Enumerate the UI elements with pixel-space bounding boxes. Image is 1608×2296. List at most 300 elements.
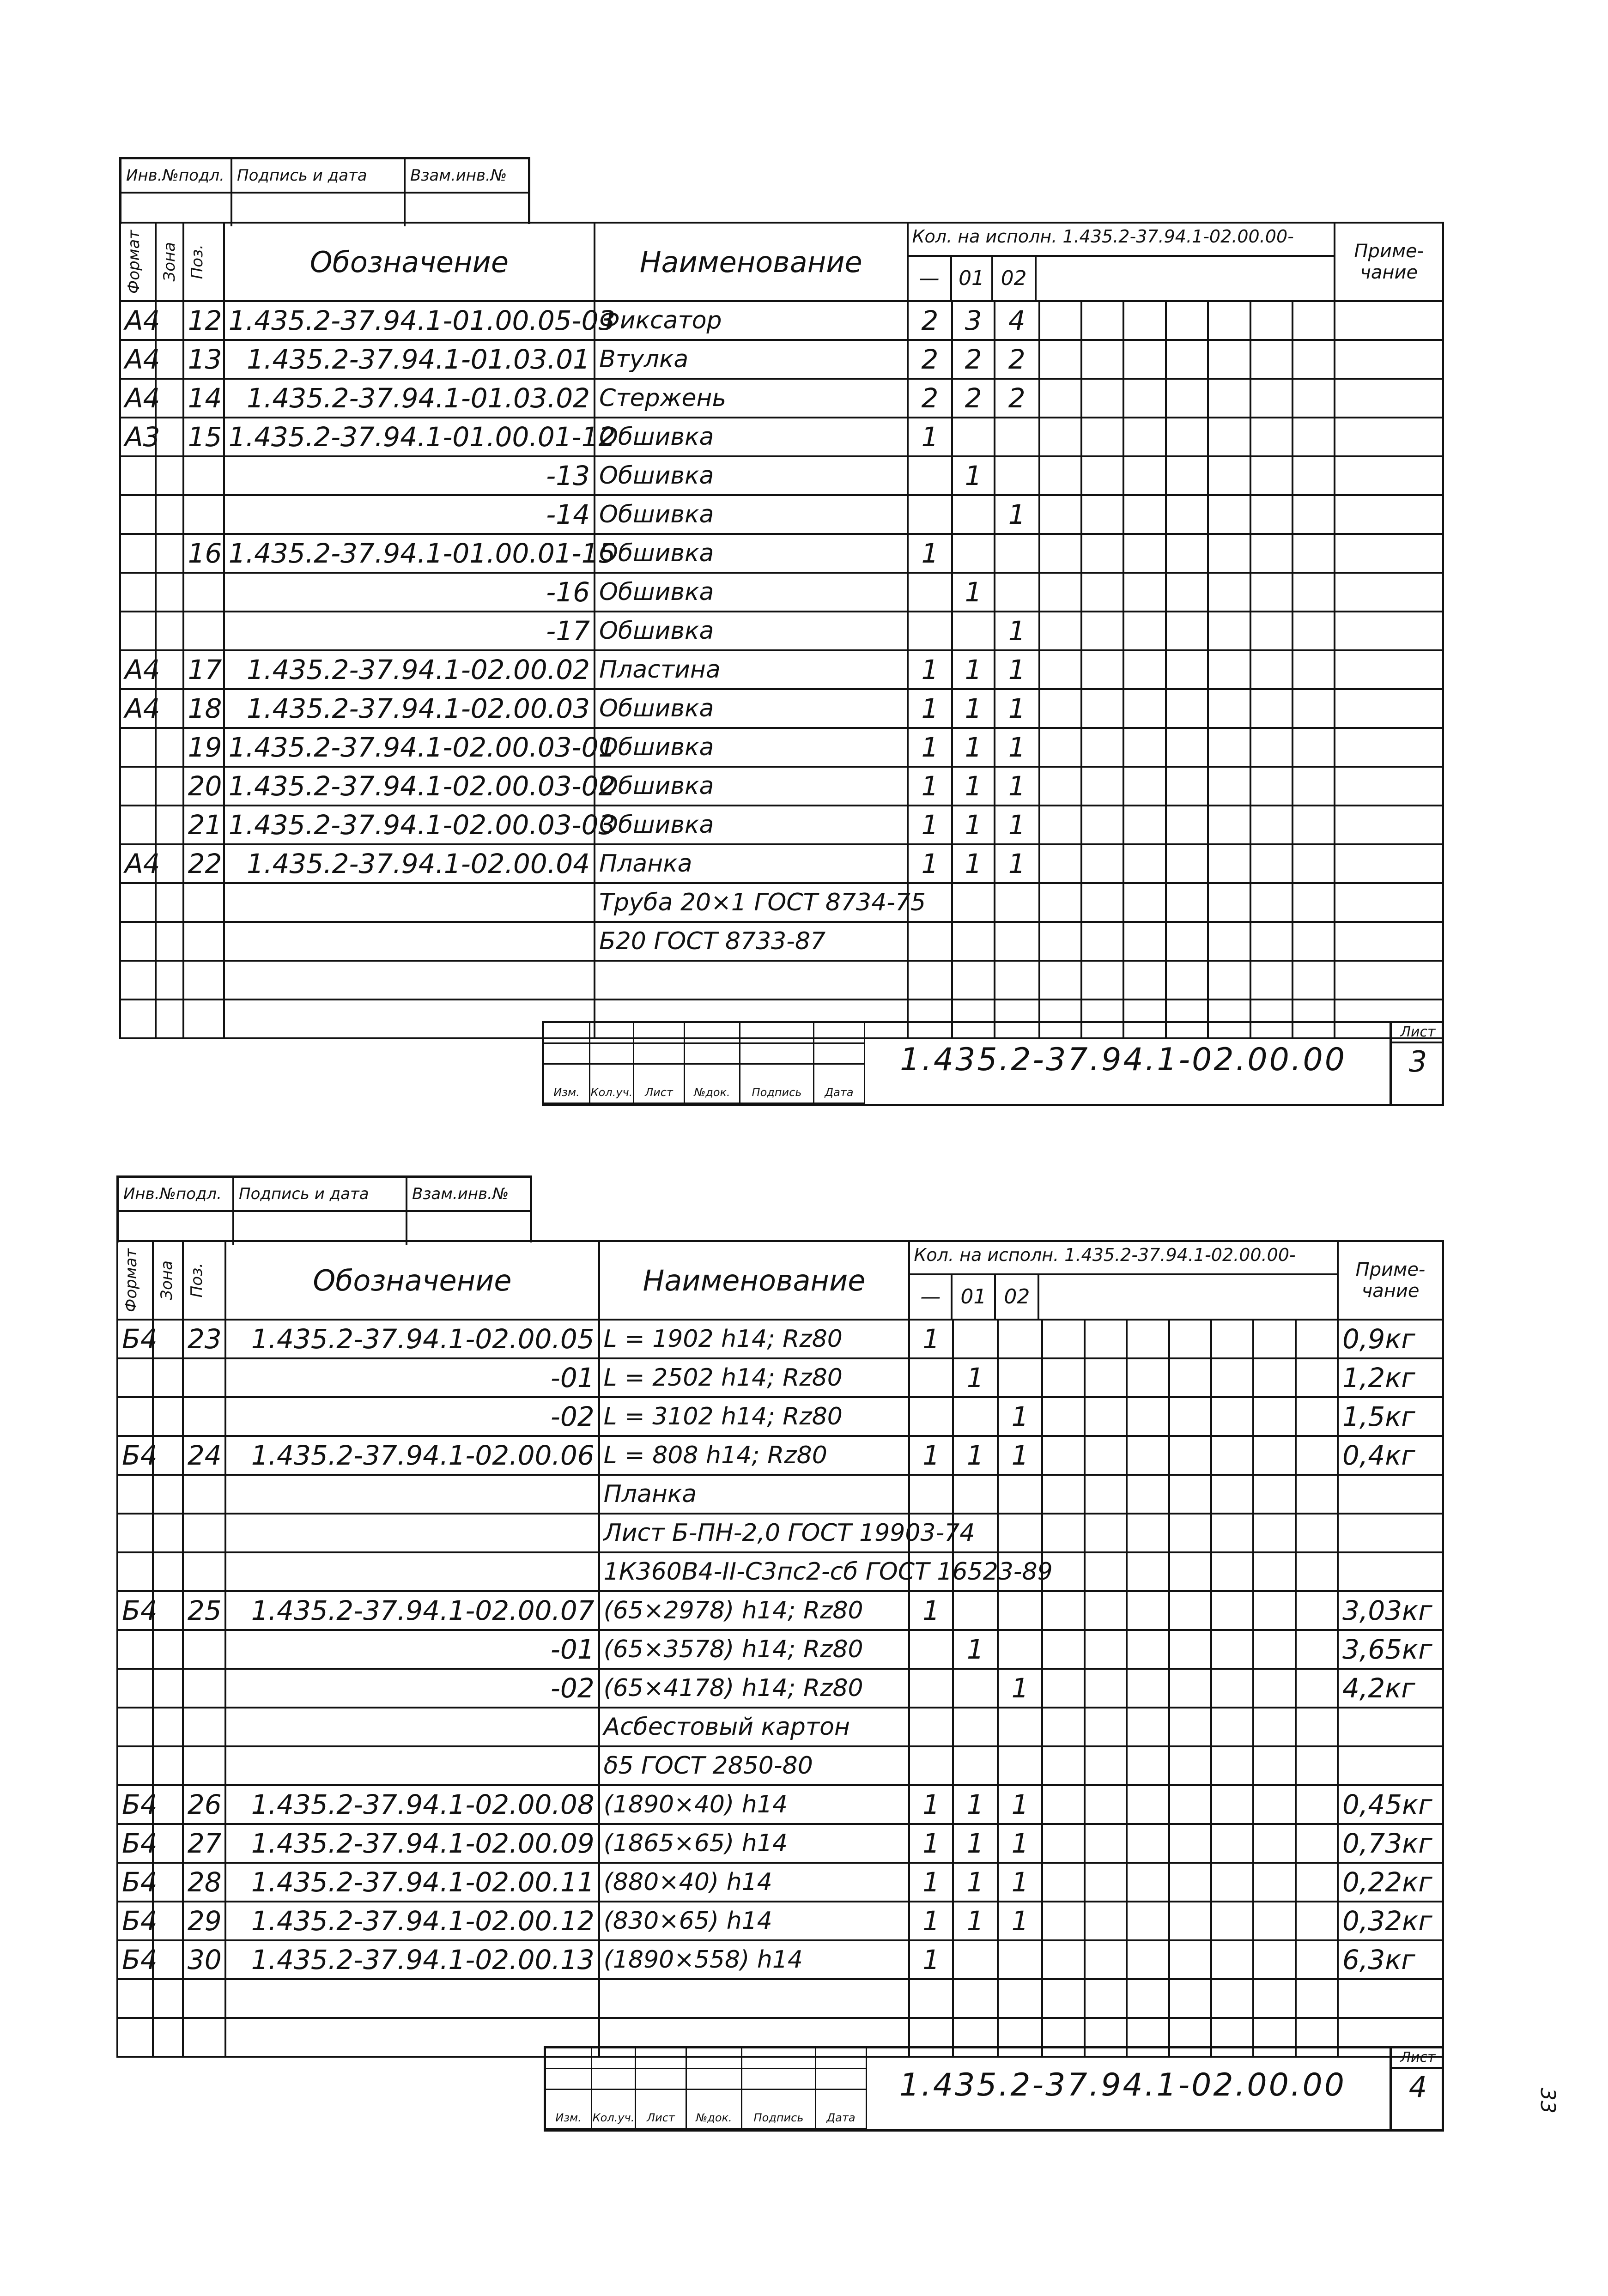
note-cell: 0,4кг [1338,1436,1443,1475]
qty-02-cell [998,1746,1043,1785]
qty-extra-cell [1292,534,1335,573]
col-note-header: Приме-чание [1338,1241,1443,1320]
qty-base-cell: 1 [909,1591,953,1630]
qty-extra-cell [1292,612,1335,650]
qty-extra-cell [1253,1552,1295,1591]
qty-extra-cell [1253,1669,1295,1708]
qty-extra-cell [1039,340,1081,379]
qty-02-cell [998,1630,1043,1669]
note-cell [1335,418,1443,456]
qty-02-cell: 1 [995,612,1039,650]
qty-extra-cell [1127,1669,1169,1708]
qty-base-cell [909,1708,953,1746]
qty-extra-cell [1085,1669,1127,1708]
table-row [120,612,1443,650]
designation-cell: -16 [224,573,595,612]
revision-cell [546,2069,592,2090]
qty-base-cell [909,1746,953,1785]
designation-cell: -02 [225,1397,599,1436]
qty-extra-cell [1081,806,1123,844]
zone-cell [153,1708,182,1746]
name-cell: Обшивка [595,767,908,806]
designation-cell: 1.435.2-37.94.1-02.00.03-02 [224,767,595,806]
qty-extra-cell [1292,767,1335,806]
qty-extra-cell [1208,495,1250,534]
revision-label: Подпись [740,1065,814,1104]
format-cell: А4 [120,689,156,728]
qty-extra-cell [1250,767,1292,806]
zone-cell [153,2018,182,2057]
name-cell [595,961,908,1000]
qty-extra-cell [1042,1902,1084,1940]
format-cell [120,961,156,1000]
qty-extra-cell [1211,1979,1253,2018]
revision-grid [544,1023,865,1104]
table-row [117,1358,1443,1397]
table-row [117,1591,1443,1630]
qty-extra-cell [1253,1785,1295,1824]
zone-cell [153,1436,182,1475]
col-name-header: Наименование [599,1241,910,1320]
stub-sign-label: Подпись и дата [232,159,406,192]
qty-extra-cell [1081,495,1123,534]
qty-01-cell [953,1979,998,2018]
revision-cell [636,2048,687,2069]
name-cell: Планка [595,844,908,883]
document-code: 1.435.2-37.94.1-02.00.00 [900,1042,1347,1078]
table-row [117,1669,1443,1708]
qty-extra-cell [1081,456,1123,495]
revision-cell [816,2069,867,2090]
designation-cell: 1.435.2-37.94.1-01.00.05-03 [224,301,595,340]
sheet-label: Лист [1392,2048,1444,2069]
qty-extra-cell [1169,1669,1211,1708]
revision-cell [814,1023,865,1044]
zone-cell [153,1863,182,1902]
name-cell: (880×40) h14 [599,1863,910,1902]
qty-extra-cell [1085,1436,1127,1475]
zone-cell [156,922,183,961]
qty-extra-cell [1085,1940,1127,1979]
qty-extra-cell [1081,418,1123,456]
sheet-label: Лист [1392,1023,1444,1043]
qty-extra-cell [1127,1940,1169,1979]
qty-extra-cell [1208,650,1250,689]
format-cell [117,1358,153,1397]
note-cell: 1,5кг [1338,1397,1443,1436]
qty-extra-cell [1085,1475,1127,1514]
qty-extra-cell [1208,806,1250,844]
designation-cell: -02 [225,1669,599,1708]
qty-extra-cell [1211,1630,1253,1669]
revision-label: Дата [816,2090,867,2129]
pos-cell: 12 [183,301,224,340]
qty-extra-cell [1127,1785,1169,1824]
qty-extra-cell [1250,340,1292,379]
qty-extra-cell [1292,806,1335,844]
zone-cell [156,767,183,806]
pos-cell [183,573,224,612]
qty-extra-cell [1169,1552,1211,1591]
format-cell [120,456,156,495]
name-cell: δ5 ГОСТ 2850-80 [599,1746,910,1785]
qty-base-cell: 1 [909,1785,953,1824]
qty-extra-cell [1039,689,1081,728]
name-cell: Обшивка [595,495,908,534]
revision-cell [685,1044,740,1065]
name-cell: Обшивка [595,418,908,456]
revision-cell [590,1044,634,1065]
specification-table [119,222,1444,1039]
name-cell [599,1979,910,2018]
designation-cell: 1.435.2-37.94.1-02.00.06 [225,1436,599,1475]
qty-extra-cell [1127,1436,1169,1475]
table-row [120,650,1443,689]
qty-extra-cell [1042,1320,1084,1358]
pos-cell [183,1397,225,1436]
pos-cell [183,1669,225,1708]
qty-01-cell: 1 [952,456,994,495]
qty-extra-cell [1253,1824,1295,1863]
qty-01-cell [952,922,994,961]
name-cell: Лист Б-ПН-2,0 ГОСТ 19903-74 [599,1514,910,1552]
pos-cell: 25 [183,1591,225,1630]
name-cell: Обшивка [595,456,908,495]
qty-extra-cell [1250,495,1292,534]
qty-col-01: 01 [952,257,993,300]
qty-01-cell [953,1669,998,1708]
qty-01-cell [953,1320,998,1358]
designation-cell: 1.435.2-37.94.1-01.03.01 [224,340,595,379]
name-cell: Б20 ГОСТ 8733-87 [595,922,908,961]
col-name-header: Наименование [595,223,908,301]
qty-extra-cell [1292,728,1335,767]
note-cell: 3,03кг [1338,1591,1443,1630]
designation-cell [225,1552,599,1591]
qty-extra-cell [1123,689,1165,728]
qty-base-cell [909,1630,953,1669]
qty-extra-cell [1127,1746,1169,1785]
format-cell [120,883,156,922]
qty-extra-cell [1250,534,1292,573]
qty-base-cell: 1 [908,806,953,844]
qty-extra-cell [1042,1475,1084,1514]
zone-cell [153,1358,182,1397]
qty-extra-cell [1250,883,1292,922]
qty-base-cell [908,922,953,961]
qty-extra-cell [1166,573,1208,612]
qty-extra-cell [1085,1358,1127,1397]
designation-cell: 1.435.2-37.94.1-02.00.12 [225,1902,599,1940]
zone-cell [153,1320,182,1358]
revision-cell [685,1023,740,1044]
qty-extra-cell [1292,650,1335,689]
qty-extra-cell [1127,1514,1169,1552]
pos-cell: 16 [183,534,224,573]
qty-extra-cell [1292,495,1335,534]
note-cell [1335,495,1443,534]
qty-extra-cell [1169,1475,1211,1514]
format-cell: Б4 [117,1591,153,1630]
pos-cell: 23 [183,1320,225,1358]
qty-extra-cell [1253,1630,1295,1669]
format-cell [120,1000,156,1038]
qty-extra-cell [1085,1863,1127,1902]
format-cell: Б4 [117,1902,153,1940]
format-cell [120,612,156,650]
qty-base-cell: 1 [909,1863,953,1902]
qty-extra-cell [1042,1708,1084,1746]
zone-cell [153,1552,182,1591]
qty-extra-cell [1250,573,1292,612]
qty-extra-cell [1250,806,1292,844]
qty-base-cell: 1 [909,1824,953,1863]
qty-extra-cell [1211,1746,1253,1785]
qty-extra-cell [1039,534,1081,573]
qty-02-cell [995,573,1039,612]
qty-02-cell: 1 [995,650,1039,689]
designation-cell: 1.435.2-37.94.1-02.00.11 [225,1863,599,1902]
note-cell [1335,883,1443,922]
qty-extra-cell [1166,340,1208,379]
col-note-header: Приме-чание [1335,223,1443,301]
revision-label: Кол.уч. [592,2090,636,2129]
qty-extra-cell [1253,1746,1295,1785]
qty-extra-cell [1039,922,1081,961]
pos-cell [183,2018,225,2057]
note-cell: 4,2кг [1338,1669,1443,1708]
note-cell [1335,689,1443,728]
qty-extra-cell [1123,844,1165,883]
note-cell [1335,728,1443,767]
qty-base-cell [909,1669,953,1708]
qty-extra-cell [1042,1940,1084,1979]
note-cell [1335,379,1443,418]
qty-extra-cell [1211,1669,1253,1708]
qty-extra-cell [1039,650,1081,689]
pos-cell: 18 [183,689,224,728]
qty-col-01: 01 [953,1275,996,1319]
qty-02-cell [995,883,1039,922]
pos-cell [183,1514,225,1552]
qty-base-cell: 1 [908,689,953,728]
designation-cell: 1.435.2-37.94.1-02.00.04 [224,844,595,883]
designation-cell: -14 [224,495,595,534]
qty-extra-cell [1039,418,1081,456]
revision-cell [544,1044,590,1065]
table-row [120,418,1443,456]
format-cell: А4 [120,301,156,340]
qty-extra-cell [1042,1591,1084,1630]
name-cell: Фиксатор [595,301,908,340]
qty-01-cell [953,1397,998,1436]
qty-extra-cell [1208,883,1250,922]
note-cell: 0,9кг [1338,1320,1443,1358]
revision-cell [592,2069,636,2090]
qty-extra-cell [1250,961,1292,1000]
note-cell [1338,1514,1443,1552]
qty-extra-cell [1123,573,1165,612]
qty-02-cell: 2 [995,379,1039,418]
qty-base-cell: 2 [908,379,953,418]
qty-extra-cell [1169,1397,1211,1436]
qty-01-cell [953,1475,998,1514]
qty-extra-cell [1085,1552,1127,1591]
qty-col-02: 02 [993,257,1037,300]
qty-extra-cell [1208,573,1250,612]
zone-cell [153,1669,182,1708]
archive-stub [119,157,530,224]
note-cell [1335,612,1443,650]
format-cell: Б4 [117,1436,153,1475]
qty-02-cell: 1 [998,1902,1043,1940]
pos-cell: 17 [183,650,224,689]
qty-02-cell [995,922,1039,961]
qty-01-cell [953,1708,998,1746]
qty-02-cell [998,1475,1043,1514]
qty-extra-cell [1081,379,1123,418]
format-cell [117,1397,153,1436]
pos-cell: 29 [183,1902,225,1940]
qty-02-cell: 1 [995,495,1039,534]
pos-cell [183,456,224,495]
qty-base-cell: 1 [908,844,953,883]
qty-extra-cell [1039,806,1081,844]
qty-extra-cell [1253,1475,1295,1514]
name-cell: Обшивка [595,534,908,573]
qty-extra-cell [1169,1902,1211,1940]
qty-01-cell [952,961,994,1000]
qty-extra-cell [1166,689,1208,728]
table-row [117,1746,1443,1785]
format-cell [117,1514,153,1552]
pos-cell [183,922,224,961]
table-row [120,767,1443,806]
revision-label: №док. [687,2090,742,2129]
qty-02-cell [995,418,1039,456]
qty-01-cell [952,418,994,456]
revision-label: Кол.уч. [590,1065,634,1104]
revision-label: Подпись [742,2090,816,2129]
table-row [120,495,1443,534]
qty-extra-cell [1166,456,1208,495]
qty-extra-cell [1081,534,1123,573]
format-cell [120,922,156,961]
table-row [117,1979,1443,2018]
stub-inv-label: Инв.№подл. [119,1178,234,1210]
qty-extra-cell [1123,418,1165,456]
qty-extra-cell [1211,1436,1253,1475]
qty-01-cell: 1 [953,1785,998,1824]
pos-cell [183,1708,225,1746]
revision-cell [544,1023,590,1044]
qty-extra-cell [1166,379,1208,418]
pos-cell [183,1358,225,1397]
note-cell [1335,534,1443,573]
qty-extra-cell [1169,1320,1211,1358]
note-cell [1335,844,1443,883]
qty-extra-cell [1253,1708,1295,1746]
qty-extra-cell [1296,1708,1338,1746]
qty-extra-cell [1292,689,1335,728]
qty-02-cell: 1 [995,767,1039,806]
qty-extra-cell [1127,1320,1169,1358]
designation-cell [224,883,595,922]
name-cell: Труба 20×1 ГОСТ 8734-75 [595,883,908,922]
zone-cell [153,1397,182,1436]
sheet-number: 3 [1408,1045,1427,1078]
designation-cell: 1.435.2-37.94.1-02.00.13 [225,1940,599,1979]
name-cell: L = 3102 h14; Rz80 [599,1397,910,1436]
qty-extra-cell [1208,689,1250,728]
qty-extra-cell [1253,1436,1295,1475]
qty-extra-cell [1123,883,1165,922]
table-row [117,1397,1443,1436]
qty-02-cell: 2 [995,340,1039,379]
qty-extra-cell [1250,650,1292,689]
qty-02-cell [998,1979,1043,2018]
qty-extra-cell [1211,1358,1253,1397]
qty-01-cell [952,612,994,650]
qty-header: Кол. на исполн. 1.435.2-37.94.1-02.00.00- [910,1242,1337,1275]
qty-02-cell: 1 [998,1669,1043,1708]
qty-extra-cell [1085,1902,1127,1940]
qty-02-cell [998,1514,1043,1552]
format-cell [117,1552,153,1591]
qty-extra-cell [1169,1785,1211,1824]
qty-extra-cell [1253,1358,1295,1397]
designation-cell: 1.435.2-37.94.1-02.00.05 [225,1320,599,1358]
qty-extra-cell [1250,456,1292,495]
table-row [117,1863,1443,1902]
designation-cell: 1.435.2-37.94.1-02.00.08 [225,1785,599,1824]
qty-base-cell [908,573,953,612]
qty-01-cell: 1 [953,1824,998,1863]
qty-extra-cell [1208,961,1250,1000]
qty-extra-cell [1211,1552,1253,1591]
qty-extra-cell [1208,612,1250,650]
qty-extra-cell [1127,1397,1169,1436]
qty-extra-cell [1166,534,1208,573]
pos-cell: 14 [183,379,224,418]
qty-extra-cell [1042,1397,1084,1436]
format-cell [117,1630,153,1669]
qty-01-cell [953,1746,998,1785]
table-row [120,883,1443,922]
note-cell: 3,65кг [1338,1630,1443,1669]
qty-extra-cell [1166,650,1208,689]
qty-extra-cell [1211,1785,1253,1824]
qty-extra-cell [1127,1591,1169,1630]
qty-extra-cell [1042,1979,1084,2018]
qty-extra-cell [1296,1863,1338,1902]
table-row [117,1475,1443,1514]
qty-01-cell [953,1591,998,1630]
qty-extra-cell [1208,767,1250,806]
format-cell [117,1746,153,1785]
zone-cell [156,456,183,495]
table-header [120,223,1443,301]
designation-cell [225,1514,599,1552]
pos-cell: 27 [183,1824,225,1863]
qty-extra-cell [1123,806,1165,844]
zone-cell [153,1591,182,1630]
qty-02-cell [998,1940,1043,1979]
note-cell: 6,3кг [1338,1940,1443,1979]
zone-cell [153,1940,182,1979]
qty-extra-cell [1296,1940,1338,1979]
format-cell: А4 [120,379,156,418]
